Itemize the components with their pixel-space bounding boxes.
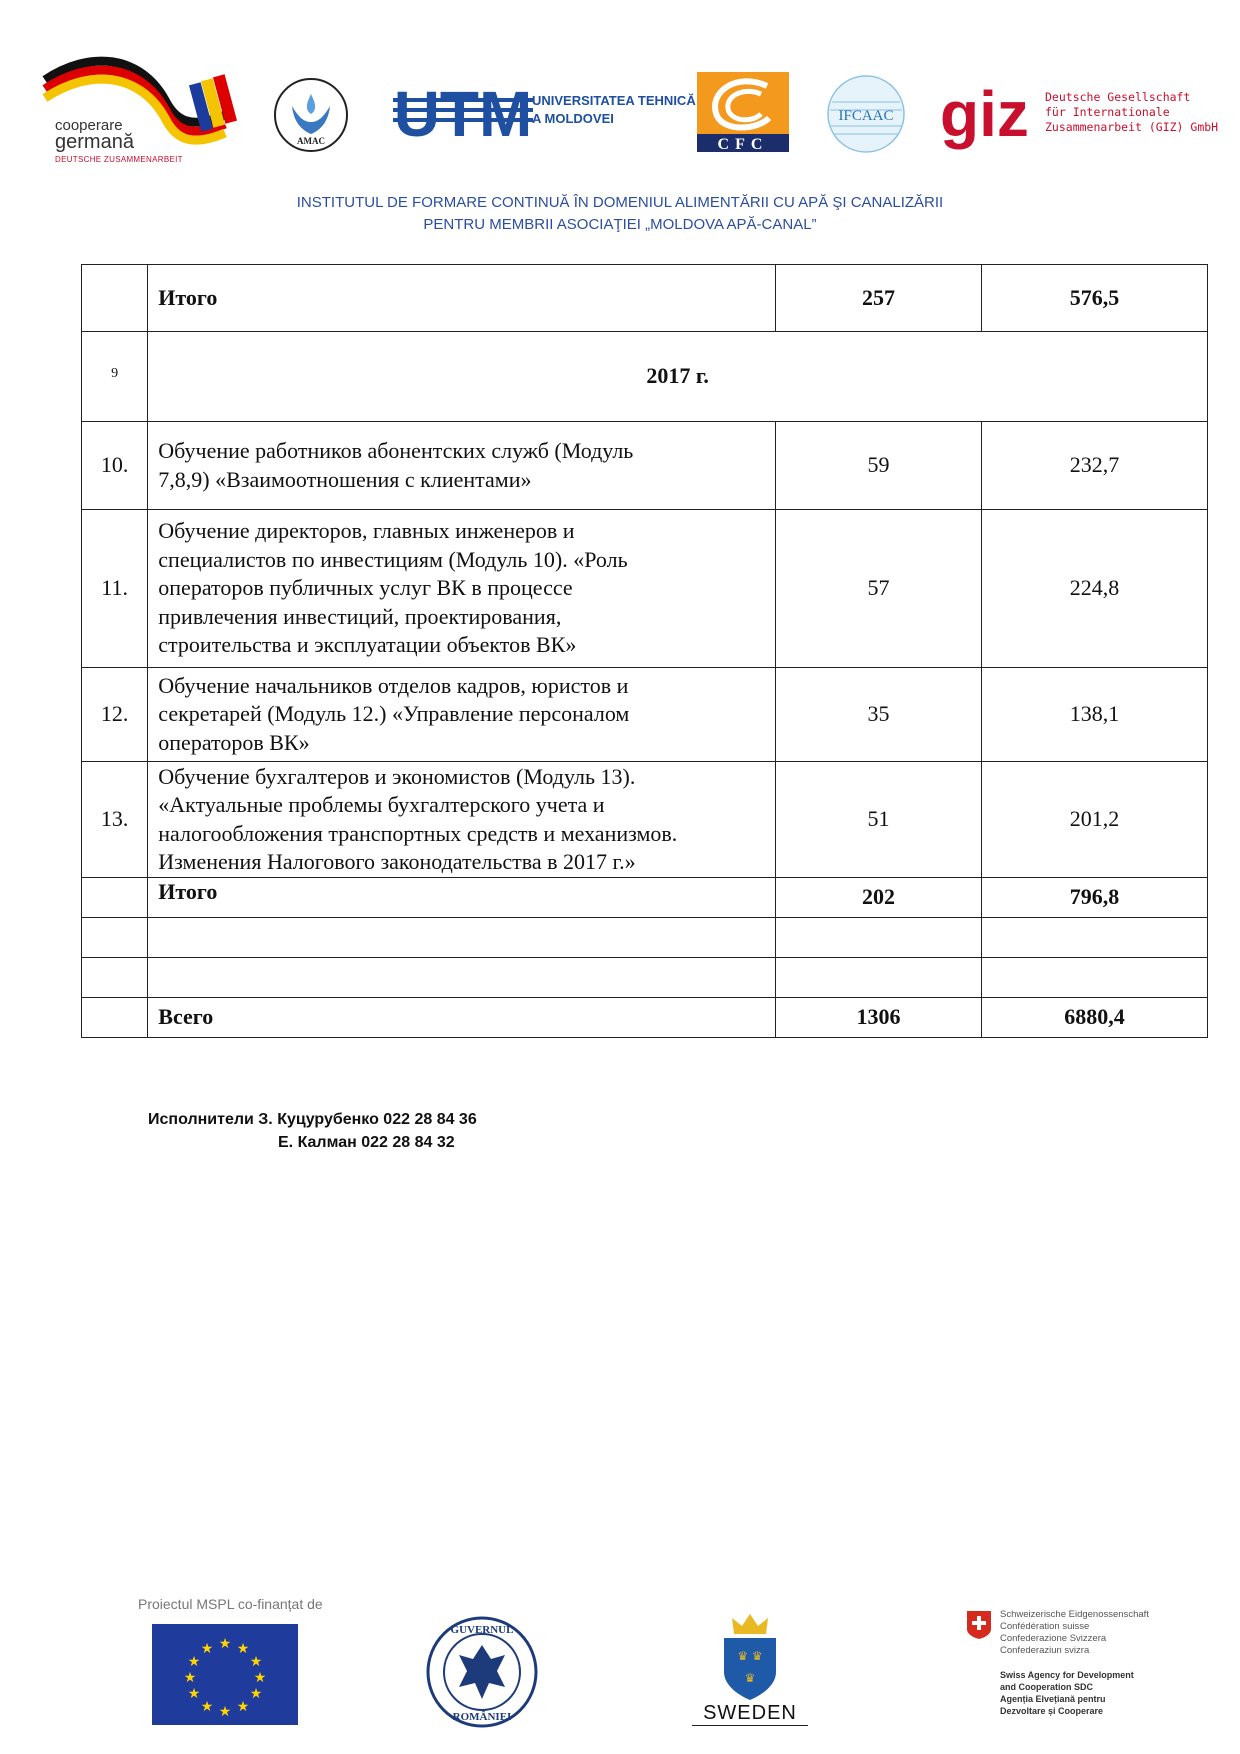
cell-count: 51 bbox=[776, 762, 982, 878]
cofinanced-label: Proiectul MSPL co-finanțat de bbox=[138, 1596, 323, 1612]
cell-amount: 201,2 bbox=[981, 762, 1207, 878]
cell-num bbox=[82, 265, 148, 332]
cell-empty bbox=[776, 958, 982, 998]
svg-text:★: ★ bbox=[218, 1636, 232, 1652]
cell-num: 13. bbox=[82, 762, 148, 878]
svg-text:★: ★ bbox=[249, 1686, 263, 1702]
cell-description bbox=[148, 510, 776, 668]
svg-text:★: ★ bbox=[236, 1699, 250, 1715]
training-table bbox=[81, 264, 1208, 1038]
giz-logo: giz bbox=[940, 78, 1029, 150]
ifcaac-label: IFCAAC bbox=[838, 108, 894, 124]
cell-empty bbox=[148, 958, 776, 998]
description-line: секретарей (Модуль 12.) «Управление персоналом bbox=[158, 701, 630, 727]
swiss-name-line: Confederazione Svizzera bbox=[1000, 1633, 1107, 1644]
executors-line2: Е. Калман 022 28 84 32 bbox=[278, 1134, 455, 1151]
cell-label: Итого bbox=[148, 878, 776, 918]
cooperare-germana-logo bbox=[30, 45, 260, 175]
table-row-top-total bbox=[82, 265, 1208, 332]
institute-title-line1: INSTITUTUL DE FORMARE CONTINUĂ ÎN DOMENIUL ALIMENTĂRII CU APĂ ŞI CANALIZĂRII bbox=[296, 194, 944, 211]
cell-amount: 232,7 bbox=[981, 422, 1207, 510]
swiss-flag-icon bbox=[967, 1611, 991, 1639]
cell-empty bbox=[82, 958, 148, 998]
cell-amount: 138,1 bbox=[981, 668, 1207, 762]
romania-eagle-seal-icon bbox=[425, 1615, 539, 1729]
table-row bbox=[82, 510, 1208, 668]
cell-empty bbox=[148, 918, 776, 958]
giz-name-line3: Zusammenarbeit (GIZ) GmbH bbox=[1045, 120, 1219, 134]
cell-amount: 224,8 bbox=[981, 510, 1207, 668]
description-line: «Актуальные проблемы бухгалтерского учета и bbox=[158, 792, 605, 817]
svg-text:★: ★ bbox=[200, 1699, 214, 1715]
cell-num bbox=[82, 878, 148, 918]
sweden-label: SWEDEN bbox=[692, 1702, 808, 1726]
amac-hands-icon bbox=[272, 76, 350, 154]
description-line: Обучение бухгалтеров и экономистов (Модуль 13). bbox=[158, 763, 636, 789]
description-line: Обучение начальников отделов кадров, юристов и bbox=[158, 672, 629, 698]
deutsche-zusammenarbeit-label: DEUTSCHE ZUSAMMENARBEIT bbox=[55, 155, 183, 164]
guvernul-romaniei-logo bbox=[425, 1615, 539, 1729]
eu-stars-icon bbox=[152, 1624, 298, 1725]
description-line: специалистов по инвестициям (Модуль 10). «Роль bbox=[158, 546, 628, 572]
svg-text:★: ★ bbox=[236, 1641, 250, 1657]
description-line: строительства и эксплуатации объектов ВК» bbox=[158, 632, 577, 658]
romaniei-label: ROMÂNIEI bbox=[452, 1711, 512, 1723]
table-row-subtotal bbox=[82, 878, 1208, 918]
svg-text:♛ ♛: ♛ ♛ bbox=[737, 1649, 763, 1663]
giz-name-line2: für Internationale bbox=[1045, 105, 1170, 119]
cell-empty bbox=[776, 918, 982, 958]
utm-name-line1: UNIVERSITATEA TEHNICĂ bbox=[532, 93, 696, 108]
cell-num bbox=[82, 998, 148, 1038]
cell-num: 12. bbox=[82, 668, 148, 762]
description-line: налогообложения транспортных средств и механизмов. bbox=[158, 820, 678, 846]
sdc-name-line: and Cooperation SDC bbox=[1000, 1682, 1094, 1692]
sweden-crown-shield-icon bbox=[694, 1612, 806, 1702]
cell-empty bbox=[82, 918, 148, 958]
svg-text:★: ★ bbox=[187, 1686, 201, 1702]
amac-label: AMAC bbox=[297, 136, 325, 146]
cell-amount: 576,5 bbox=[981, 265, 1207, 332]
cell-empty bbox=[981, 958, 1207, 998]
cell-num: 9 bbox=[82, 332, 148, 422]
description-line: Обучение директоров, главных инженеров и bbox=[158, 518, 575, 544]
table-row bbox=[82, 422, 1208, 510]
cell-description bbox=[148, 422, 776, 510]
description-line: операторов публичных услуг ВК в процессе bbox=[158, 575, 573, 601]
cell-count: 202 bbox=[776, 878, 982, 918]
swiss-name-line: Confederaziun svizra bbox=[1000, 1645, 1090, 1656]
cell-description bbox=[148, 762, 776, 878]
utm-name-line2: A MOLDOVEI bbox=[532, 111, 614, 126]
cell-label: Всего bbox=[148, 998, 776, 1038]
cell-amount: 796,8 bbox=[981, 878, 1207, 918]
table-row-empty bbox=[82, 918, 1208, 958]
cell-description bbox=[148, 668, 776, 762]
amac-logo bbox=[272, 76, 350, 154]
cfc-mark-icon bbox=[697, 72, 789, 152]
eu-flag-logo bbox=[152, 1624, 298, 1725]
giz-name-line1: Deutsche Gesellschaft bbox=[1045, 90, 1191, 104]
germana-label: germană bbox=[55, 131, 134, 153]
ifcaac-globe-icon bbox=[826, 74, 906, 154]
ifcaac-logo bbox=[826, 74, 906, 154]
cell-count: 35 bbox=[776, 668, 982, 762]
description-line: Обучение работников абонентских служб (Модуль bbox=[158, 438, 634, 463]
cell-count: 1306 bbox=[776, 998, 982, 1038]
table-row-empty bbox=[82, 958, 1208, 998]
svg-text:★: ★ bbox=[200, 1641, 214, 1657]
cell-count: 57 bbox=[776, 510, 982, 668]
description-line: операторов ВК» bbox=[158, 729, 310, 755]
cell-amount: 6880,4 bbox=[981, 998, 1207, 1038]
cell-num: 11. bbox=[82, 510, 148, 668]
svg-text:★: ★ bbox=[249, 1654, 263, 1670]
cell-num: 10. bbox=[82, 422, 148, 510]
cell-count: 257 bbox=[776, 265, 982, 332]
svg-text:★: ★ bbox=[187, 1654, 201, 1670]
svg-text:★: ★ bbox=[183, 1670, 197, 1686]
sdc-name-line: Dezvoltare și Cooperare bbox=[1000, 1706, 1104, 1716]
svg-text:♛: ♛ bbox=[744, 1671, 756, 1685]
description-line: привлечения инвестиций, проектирования, bbox=[158, 603, 562, 629]
utm-mark-label: UTM bbox=[393, 78, 533, 148]
executors-line1: Исполнители З. Куцурубенко 022 28 84 36 bbox=[148, 1111, 477, 1128]
cell-label: Итого bbox=[148, 265, 776, 332]
swiss-name-line: Schweizerische Eidgenossenschaft bbox=[1000, 1609, 1149, 1620]
cell-empty bbox=[981, 918, 1207, 958]
sdc-name-line: Agenția Elvețiană pentru bbox=[1000, 1694, 1106, 1704]
table-row-grand-total bbox=[82, 998, 1208, 1038]
cfc-label: CFC bbox=[717, 136, 769, 152]
cooperare-label: cooperare bbox=[55, 117, 123, 134]
table-row bbox=[82, 668, 1208, 762]
sdc-name-line: Swiss Agency for Development bbox=[1000, 1670, 1134, 1680]
swiss-name-line: Confédération suisse bbox=[1000, 1621, 1090, 1632]
svg-text:★: ★ bbox=[218, 1704, 232, 1720]
table-row bbox=[82, 762, 1208, 878]
utm-mark-icon bbox=[393, 78, 533, 148]
cell-count: 59 bbox=[776, 422, 982, 510]
description-line: Изменения Налогового законодательства в 2017 г.» bbox=[158, 849, 636, 874]
svg-text:★: ★ bbox=[253, 1670, 267, 1686]
description-line: 7,8,9) «Взаимоотношения с клиентами» bbox=[158, 466, 532, 492]
institute-title-line2: PENTRU MEMBRII ASOCIAŢIEI „MOLDOVA APĂ-CANAL” bbox=[423, 216, 817, 233]
guvernul-label: GUVERNUL bbox=[450, 1624, 514, 1636]
cell-year-label: 2017 г. bbox=[148, 332, 1208, 422]
cfc-logo bbox=[697, 72, 789, 152]
table-row-year bbox=[82, 332, 1208, 422]
